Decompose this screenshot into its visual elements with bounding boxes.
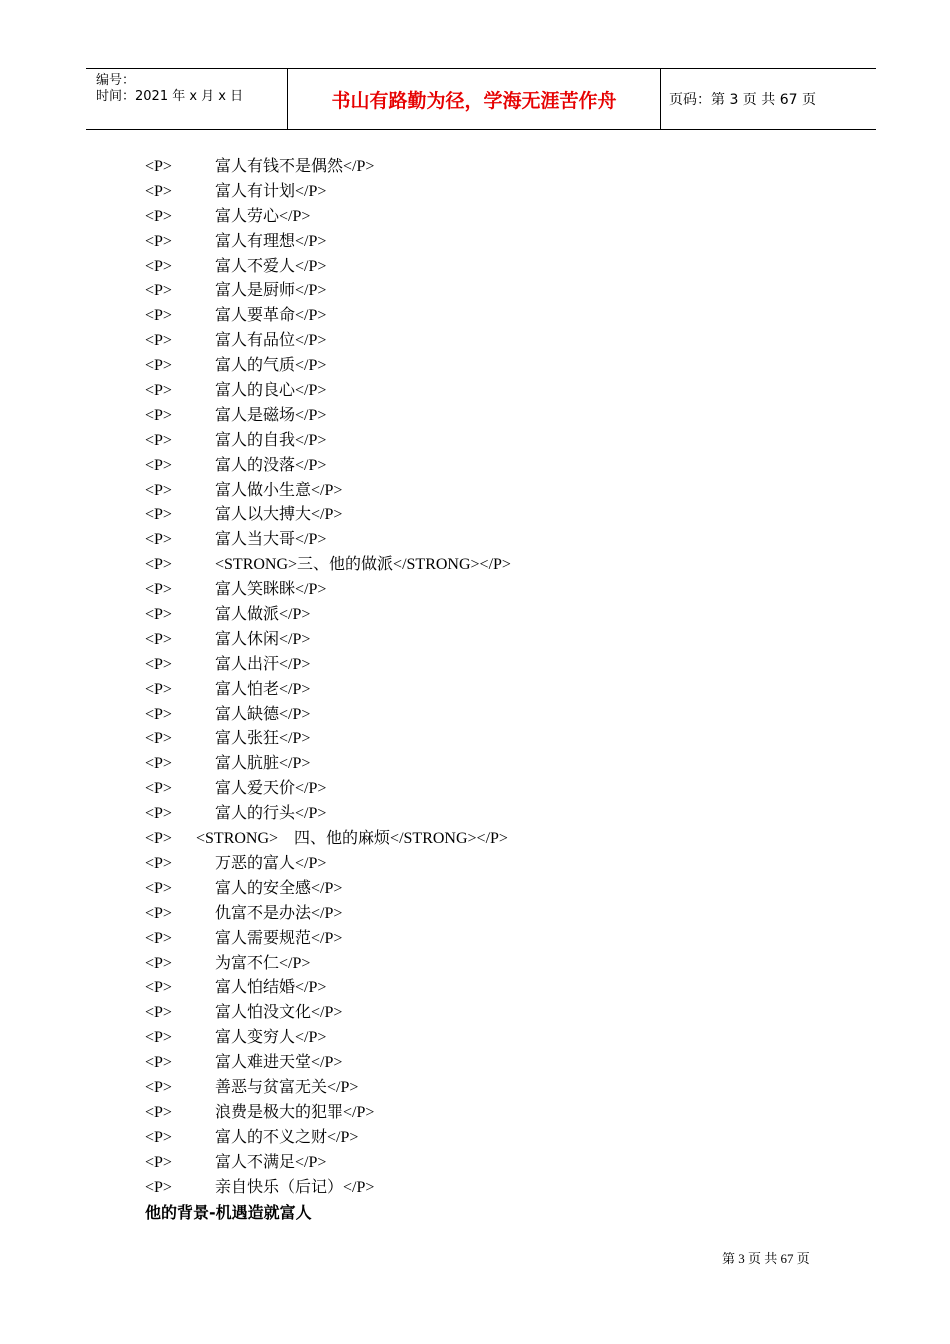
line-text: 仇富不是办法</P>: [215, 904, 343, 922]
line-text: 富人是磁场</P>: [215, 406, 327, 424]
text-line: [145, 752, 865, 777]
line-tag: <P>: [145, 630, 172, 648]
document-body: [145, 155, 865, 1226]
line-tag: <P>: [145, 257, 172, 275]
page-footer: 第 3 页 共 67 页: [722, 1251, 810, 1266]
text-line: [145, 902, 865, 927]
line-text: 富人变穷人</P>: [215, 1029, 327, 1047]
text-line: [145, 255, 865, 280]
line-tag: <P>: [145, 431, 172, 449]
line-text: 富人不爱人</P>: [215, 257, 327, 275]
line-text: 富人的安全感</P>: [215, 879, 343, 897]
text-line: [145, 1176, 865, 1201]
text-line: [145, 1076, 865, 1101]
header-page-info: 页码：第 3 页 共 67 页: [669, 92, 816, 108]
line-tag: <P>: [145, 780, 172, 798]
line-text: 万恶的富人</P>: [215, 854, 327, 872]
line-tag: <P>: [145, 1103, 172, 1121]
text-line: [145, 1151, 865, 1176]
line-text: 善恶与贫富无关</P>: [215, 1078, 359, 1096]
text-line: [145, 852, 865, 877]
line-text: 富人的气质</P>: [215, 357, 327, 375]
line-text: 富人做小生意</P>: [215, 481, 343, 499]
text-line: [145, 553, 865, 578]
line-text: 富人缺德</P>: [215, 705, 311, 723]
line-tag: <P>: [145, 282, 172, 300]
line-tag: <P>: [145, 1153, 172, 1171]
text-line: [145, 354, 865, 379]
header-time-label: 时间：2021 年 x 月 x 日: [96, 89, 244, 104]
text-line: [145, 628, 865, 653]
line-text: 富人劳心</P>: [215, 207, 311, 225]
line-tag: <P>: [145, 655, 172, 673]
line-tag: <P>: [145, 954, 172, 972]
text-line: [145, 304, 865, 329]
text-line: [145, 1101, 865, 1126]
line-tag: <P>: [145, 357, 172, 375]
text-line: [145, 727, 865, 752]
line-tag: <P>: [145, 506, 172, 524]
header-motto: 书山有路勤为径，学海无涯苦作舟: [331, 89, 617, 112]
line-text: 富人有理想</P>: [215, 232, 327, 250]
text-lines: [145, 155, 865, 1200]
line-tag: <P>: [145, 755, 172, 773]
line-tag: <P>: [145, 1029, 172, 1047]
line-text: 富人张狂</P>: [215, 730, 311, 748]
text-line: [145, 1126, 865, 1151]
line-text: 富人休闲</P>: [215, 630, 311, 648]
line-tag: <P>: [145, 232, 172, 250]
section-heading: 他的背景-机遇造就富人: [145, 1203, 312, 1223]
text-line: [145, 180, 865, 205]
line-tag: <P>: [145, 680, 172, 698]
page-header: [86, 68, 876, 130]
line-text: 浪费是极大的犯罪</P>: [215, 1103, 375, 1121]
line-text: 富人有钱不是偶然</P>: [215, 158, 375, 175]
line-tag: <P>: [145, 207, 172, 225]
line-tag: <P>: [145, 705, 172, 723]
text-line: [145, 1001, 865, 1026]
line-tag: <P>: [145, 979, 172, 997]
line-text: 富人需要规范</P>: [215, 929, 343, 947]
line-tag: <P>: [145, 606, 172, 624]
line-tag: <P>: [145, 456, 172, 474]
line-tag: <P>: [145, 929, 172, 947]
line-tag: <P>: [145, 879, 172, 897]
text-line: [145, 279, 865, 304]
line-tag: <P>: [145, 382, 172, 400]
line-tag: <P>: [145, 854, 172, 872]
line-text: 富人的没落</P>: [215, 456, 327, 474]
line-text: 富人有计划</P>: [215, 182, 327, 200]
text-line: [145, 404, 865, 429]
line-text: 富人的良心</P>: [215, 382, 327, 400]
line-text: 为富不仁</P>: [215, 954, 311, 972]
text-line: [145, 155, 865, 180]
text-line: [145, 952, 865, 977]
text-line: [145, 703, 865, 728]
line-text: 富人难进天堂</P>: [215, 1054, 343, 1072]
line-tag: <P>: [145, 158, 172, 175]
line-tag: <P>: [145, 556, 172, 574]
line-tag: <P>: [145, 1054, 172, 1072]
line-text: 富人的行头</P>: [215, 805, 327, 823]
line-tag: <P>: [145, 1004, 172, 1022]
text-line: [145, 877, 865, 902]
line-tag: <P>: [145, 531, 172, 549]
line-text: 富人的不义之财</P>: [215, 1128, 359, 1146]
text-line: [145, 578, 865, 603]
line-text: <STRONG> 四、他的麻烦</STRONG></P>: [196, 830, 508, 848]
line-tag: <P>: [145, 1078, 172, 1096]
line-text: <STRONG>三、他的做派</STRONG></P>: [215, 556, 511, 574]
header-number-label: 编号：: [96, 73, 136, 88]
text-line: [145, 454, 865, 479]
line-text: 富人肮脏</P>: [215, 755, 311, 773]
text-line: [145, 429, 865, 454]
line-tag: <P>: [145, 805, 172, 823]
line-tag: <P>: [145, 332, 172, 350]
text-line: [145, 1026, 865, 1051]
line-tag: <P>: [145, 481, 172, 499]
text-line: [145, 777, 865, 802]
header-meta: [96, 73, 286, 105]
text-line: [145, 802, 865, 827]
line-text: 富人的自我</P>: [215, 431, 327, 449]
text-line: [145, 503, 865, 528]
header-divider-right: [660, 69, 661, 129]
line-text: 富人笑眯眯</P>: [215, 581, 327, 599]
line-text: 富人出汗</P>: [215, 655, 311, 673]
text-line: [145, 1051, 865, 1076]
line-tag: <P>: [145, 1128, 172, 1146]
line-tag: <P>: [145, 1178, 172, 1196]
text-line: [145, 528, 865, 553]
text-line: [145, 479, 865, 504]
line-text: 富人不满足</P>: [215, 1153, 327, 1171]
line-tag: <P>: [145, 830, 172, 848]
line-tag: <P>: [145, 406, 172, 424]
text-line: [145, 230, 865, 255]
line-tag: <P>: [145, 307, 172, 325]
line-tag: <P>: [145, 904, 172, 922]
text-line: [145, 329, 865, 354]
line-text: 亲自快乐（后记）</P>: [215, 1178, 375, 1196]
line-tag: <P>: [145, 581, 172, 599]
line-text: 富人以大搏大</P>: [215, 506, 343, 524]
line-text: 富人怕结婚</P>: [215, 979, 327, 997]
line-text: 富人当大哥</P>: [215, 531, 327, 549]
text-line: [145, 379, 865, 404]
line-text: 富人有品位</P>: [215, 332, 327, 350]
text-line: [145, 678, 865, 703]
text-line: [145, 827, 865, 852]
text-line: [145, 653, 865, 678]
line-tag: <P>: [145, 182, 172, 200]
line-text: 富人怕老</P>: [215, 680, 311, 698]
line-text: 富人要革命</P>: [215, 307, 327, 325]
text-line: [145, 603, 865, 628]
line-text: 富人是厨师</P>: [215, 282, 327, 300]
text-line: [145, 205, 865, 230]
line-tag: <P>: [145, 730, 172, 748]
text-line: [145, 976, 865, 1001]
line-text: 富人爱天价</P>: [215, 780, 327, 798]
text-line: [145, 927, 865, 952]
line-text: 富人做派</P>: [215, 606, 311, 624]
line-text: 富人怕没文化</P>: [215, 1004, 343, 1022]
